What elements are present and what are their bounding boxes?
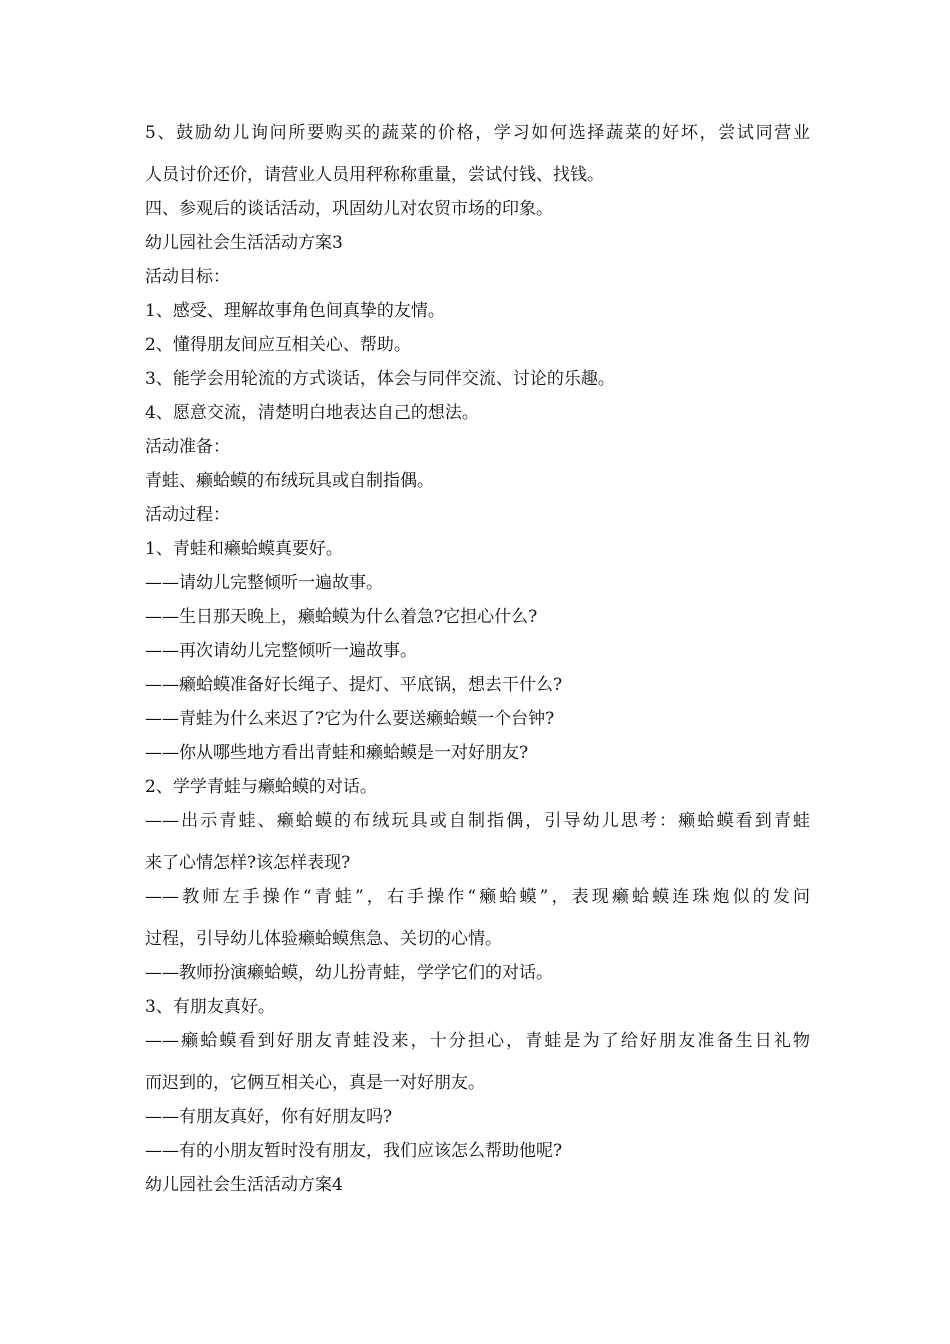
section-heading: 幼儿园社会生活活动方案4 xyxy=(145,1175,343,1195)
paragraph-line: ——青蛙为什么来迟了?它为什么要送癞蛤蟆一个台钟? xyxy=(145,709,555,729)
subheading: 活动准备： xyxy=(145,437,230,457)
paragraph-line: ——出示青蛙、癞蛤蟆的布绒玩具或自制指偶，引导幼儿思考：癞蛤蟆看到青蛙 xyxy=(145,811,810,831)
paragraph-line: 4、愿意交流，清楚明白地表达自己的想法。 xyxy=(145,403,479,423)
paragraph-line: ——有朋友真好，你有好朋友吗? xyxy=(145,1107,393,1127)
paragraph-line: 人员讨价还价，请营业人员用秤称称重量，尝试付钱、找钱。 xyxy=(145,165,604,185)
paragraph-line: 2、学学青蛙与癞蛤蟆的对话。 xyxy=(145,777,377,797)
paragraph-line: ——教师左手操作“青蛙”，右手操作“癞蛤蟆”，表现癞蛤蟆连珠炮似的发问 xyxy=(145,887,810,907)
paragraph-line: 青蛙、癞蛤蟆的布绒玩具或自制指偶。 xyxy=(145,471,434,491)
paragraph-line: ——再次请幼儿完整倾听一遍故事。 xyxy=(145,641,417,661)
paragraph-line: ——你从哪些地方看出青蛙和癞蛤蟆是一对好朋友? xyxy=(145,743,529,763)
paragraph-line: 而迟到的，它俩互相关心，真是一对好朋友。 xyxy=(145,1073,485,1093)
paragraph-line: 1、青蛙和癞蛤蟆真要好。 xyxy=(145,539,343,559)
paragraph-line: 来了心情怎样?该怎样表现? xyxy=(145,853,351,873)
paragraph-line: 5、鼓励幼儿询问所要购买的蔬菜的价格，学习如何选择蔬菜的好坏，尝试同营业 xyxy=(145,123,810,143)
paragraph-line: 3、能学会用轮流的方式谈话，体会与同伴交流、讨论的乐趣。 xyxy=(145,369,615,389)
document-body xyxy=(145,122,810,1208)
paragraph-line: ——癞蛤蟆看到好朋友青蛙没来，十分担心，青蛙是为了给好朋友准备生日礼物 xyxy=(145,1031,810,1051)
paragraph-line: ——癞蛤蟆准备好长绳子、提灯、平底锅，想去干什么? xyxy=(145,675,563,695)
paragraph-line: 1、感受、理解故事角色间真挚的友情。 xyxy=(145,301,445,321)
paragraph-line: 3、有朋友真好。 xyxy=(145,997,275,1017)
section-heading: 幼儿园社会生活活动方案3 xyxy=(145,233,343,253)
subheading: 活动目标： xyxy=(145,267,230,287)
paragraph-line: ——生日那天晚上，癞蛤蟆为什么着急?它担心什么? xyxy=(145,607,538,627)
subheading: 活动过程： xyxy=(145,505,230,525)
paragraph-line: 过程，引导幼儿体验癞蛤蟆焦急、关切的心情。 xyxy=(145,929,502,949)
paragraph-line: ——教师扮演癞蛤蟆，幼儿扮青蛙，学学它们的对话。 xyxy=(145,963,553,983)
paragraph-line: ——请幼儿完整倾听一遍故事。 xyxy=(145,573,383,593)
paragraph-line: 四、参观后的谈话活动，巩固幼儿对农贸市场的印象。 xyxy=(145,199,553,219)
paragraph-line: ——有的小朋友暂时没有朋友，我们应该怎么帮助他呢? xyxy=(145,1141,563,1161)
paragraph-line: 2、懂得朋友间应互相关心、帮助。 xyxy=(145,335,411,355)
